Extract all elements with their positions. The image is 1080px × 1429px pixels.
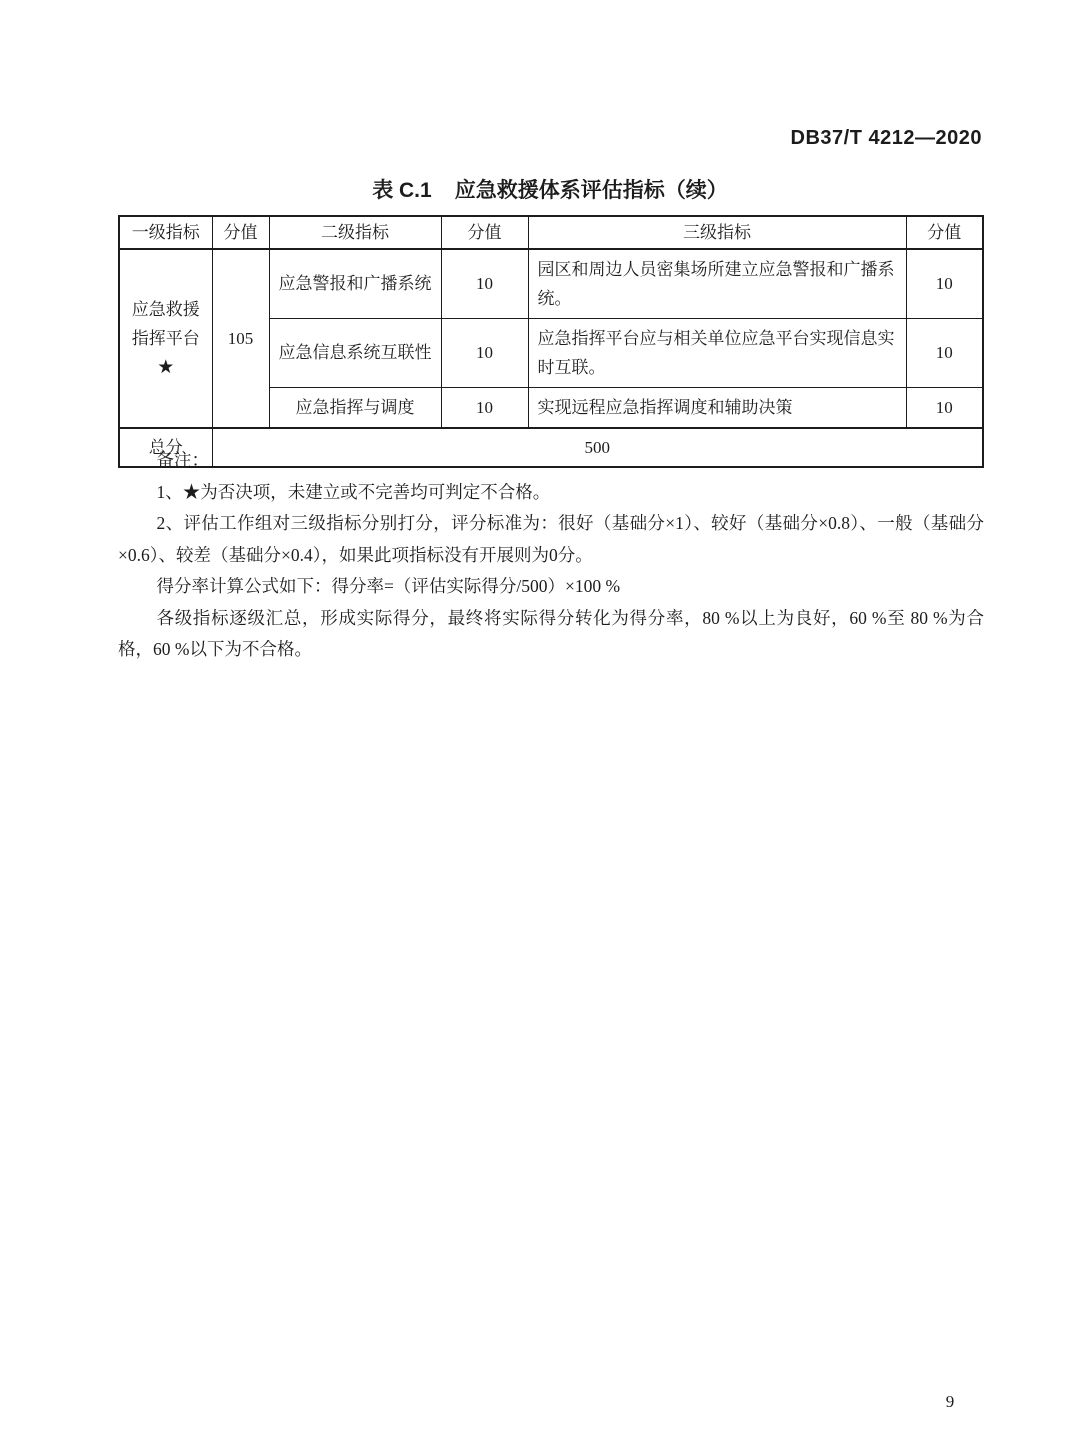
level3-score-cell: 10 xyxy=(906,249,983,319)
level3-indicator-cell: 园区和周边人员密集场所建立应急警报和广播系统。 xyxy=(528,249,906,319)
table-title xyxy=(118,174,982,204)
evaluation-indicators-table xyxy=(118,215,984,468)
table-number: 表 C.1 xyxy=(372,179,432,202)
level1-name-line1: 应急救援 xyxy=(131,300,200,319)
table-row xyxy=(119,249,983,319)
level1-indicator-cell xyxy=(119,249,212,428)
note-formula: 得分率计算公式如下：得分率=（评估实际得分/500）×100 % xyxy=(156,576,621,596)
notes-heading: 备注： xyxy=(156,450,209,470)
level2-score-cell: 10 xyxy=(441,319,528,388)
level3-score-cell: 10 xyxy=(906,388,983,429)
note-item-2: 2、评估工作组对三级指标分别打分，评分标准为：很好（基础分×1）、较好（基础分×0.8）、一般（基础分×0.6）、较差（基础分×0.4），如果此项指标没有开展则为0分。 xyxy=(118,513,984,565)
level1-name-line2: 指挥平台 xyxy=(131,329,200,348)
table-header-row xyxy=(119,216,983,249)
header-level1-indicator: 一级指标 xyxy=(119,216,212,249)
notes-section xyxy=(118,445,984,666)
level3-indicator-cell: 应急指挥平台应与相关单位应急平台实现信息实时互联。 xyxy=(528,319,906,388)
total-value-cell: 500 xyxy=(212,428,983,467)
level2-score-cell: 10 xyxy=(441,249,528,319)
level3-score-cell: 10 xyxy=(906,319,983,388)
level2-indicator-cell: 应急指挥与调度 xyxy=(269,388,441,429)
header-score-1: 分值 xyxy=(212,216,269,249)
total-label-cell: 总分 xyxy=(119,428,212,467)
level2-score-cell: 10 xyxy=(441,388,528,429)
note-item-1: 1、★为否决项，未建立或不完善均可判定不合格。 xyxy=(156,481,551,502)
page-number: 9 xyxy=(945,1392,955,1411)
header-score-2: 分值 xyxy=(441,216,528,249)
note-grading: 各级指标逐级汇总，形成实际得分，最终将实际得分转化为得分率，80 %以上为良好，60 %至 80 %为合格，60 %以下为不合格。 xyxy=(118,607,984,659)
header-level3-indicator: 三级指标 xyxy=(528,216,906,249)
header-score-3: 分值 xyxy=(906,216,983,249)
level1-score-cell: 105 xyxy=(212,249,269,428)
level3-indicator-cell: 实现远程应急指挥调度和辅助决策 xyxy=(528,388,906,429)
level2-indicator-cell: 应急信息系统互联性 xyxy=(269,319,441,388)
standard-number: DB37/T 4212—2020 xyxy=(790,127,982,149)
star-icon: ★ xyxy=(157,357,175,378)
table-caption: 应急救援体系评估指标（续） xyxy=(454,179,728,202)
level2-indicator-cell: 应急警报和广播系统 xyxy=(269,249,441,319)
header-level2-indicator: 二级指标 xyxy=(269,216,441,249)
